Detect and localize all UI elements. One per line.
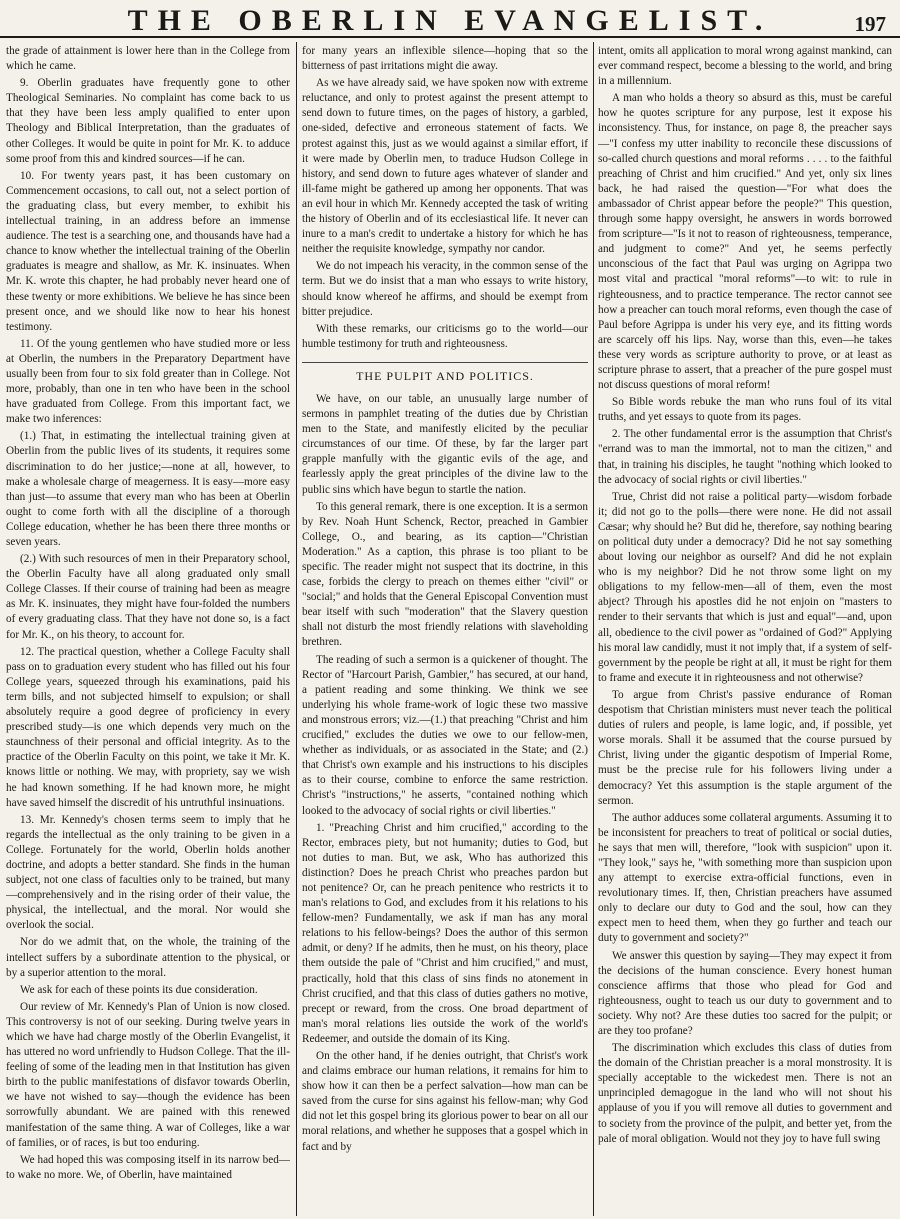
paragraph: 13. Mr. Kennedy's chosen terms seem to imply that he regards the intellectual as the only training to be given in a College. Fortunately for the world, Oberlin holds another doctrine, and adopts a better standard. She finds in the human subject, not one class of faculties only to be trained, but many—comprehensively and in the rising order of their value, the physical, the intellectual, and the moral. Nor would she overlook the social. [6, 813, 290, 932]
paragraph: We do not impeach his veracity, in the common sense of the term. But we do insist that a man who essays to write history, should know whereof he affirms, and should be exempt from bitter prejudice. [302, 260, 588, 318]
paragraph: 2. The other fundamental error is the assumption that Christ's "errand was to man the immortal, not to man the citizen," and that, in training his disciples, he taught "nothing which looked to the advocacy of social rights or civil liberties." [598, 428, 892, 486]
paragraph: We ask for each of these points its due consideration. [20, 983, 258, 996]
paragraph: We answer this question by saying—They may expect it from the decisions of the human conscience. Every honest human conscience affirms that those who plead for God and righteousness, ought to teach us our duty to government and to society. Why not? Are these duties too sacred for the pulpit; or are they too profane? [598, 949, 892, 1037]
paragraph: 11. Of the young gentlemen who have studied more or less at Oberlin, the numbers in the Preparatory Department have usually been from four to six fold greater than in College. Not more, probably, than one in ten who have been in the school have graduated from College. From this important fact, we make two inferences: [6, 337, 290, 426]
paragraph: Our review of Mr. Kennedy's Plan of Union is now closed. This controversy is not of our seeking. During twelve years in which we have had charge mostly of the Oberlin Evangelist, it has uttered no word unfriendly to Hudson College. That the ill-feeling of some of the leading men in that Institution has given birth to the public manifestations of disfavor towards Oberlin, we have not wished to say—though the evidence has been sorrowfully abundant. We are pained with this renewed manifestation of the same thing. A war of Colleges, like a war of families, or of races, is but too enduring. [6, 1000, 290, 1149]
paragraph: The reading of such a sermon is a quickener of thought. The Rector of "Harcourt Parish, Gambier," has secured, at our hand, a patient reading and some thinking. We think we see underlying his whole frame-work of logic these two massive and monstrous errors; viz.—(1.) that preaching "Christ and him crucified," excludes the duties we owe to our fellow-men, whether as individuals, or as associated in the State; and (2.) that Christ's own example and his instructions to his disciples as to their course, combine to enforce the same restriction. Christ's "instructions," he asserts, "contained nothing which looked to the advocacy of social rights or civil liberties." [302, 653, 588, 817]
paragraph: 9. Oberlin graduates have frequently gone to other Theological Seminaries. No complaint has come back to us that they have been less amply qualified to enter upon Theology and Biblical Interpretation, than the graduates of other Colleges. It would be quite in point for Mr. K. to adduce some proof from this and kindred sources—if he can. [6, 77, 290, 165]
paragraph: True, Christ did not raise a political party—wisdom forbade it; did not go to the polls—there were none. He did not assail Cæsar; why should he? But did he, therefore, say nothing bearing on political duty under a democracy? Did he not say something about loving our neighbor as ourself? And did he not explain who is my neighbor? Did he not throw some light on my obligations to my fellow-men—all of them, even the most abject? Through his apostles did he not enjoin on "masters to render to their servants that which is just and equal"—and, upon all, obedience to the civil power as "ordained of God?" Applying his moral law candidly, must it not imply that, if a system of self-government by the people be right at all, it must be right for them to frame and execute it in righteousness and not otherwise? [598, 490, 892, 684]
paragraph: We had hoped this was composing itself in its narrow bed—to wake no more. We, of Oberlin, have maintained [6, 1153, 290, 1181]
paragraph: On the other hand, if he denies outright, that Christ's work and claims embrace our human relations, it remains for him to show how it can then be a perfect salvation—how man can be saved from the curse for sins against his fellow-man; why God did not let this gospel bring its glorious power to bear on all our moral relations, and whether he supposes that a gospel which in fact and by [302, 1050, 588, 1153]
paragraph: So Bible words rebuke the man who runs foul of its vital truths, and yet essays to quote from its pages. [598, 396, 892, 424]
paragraph: The discrimination which excludes this class of duties from the domain of the Christian preacher is a moral monstrosity. It is specially acceptable to the wickedest men. There is not an unprincipled demagogue in the land who will not shout his applause of you if you will remove all duties to government and to society from the province of the pulpit, and better yet, from the pale of moral obligation. Would not they joy to have full swing [598, 1042, 892, 1145]
column-2 [302, 44, 588, 1214]
paragraph: intent, omits all application to moral wrong against mankind, can ever command respect, become a blessing to the world, and bring in a millennium. [598, 45, 892, 88]
paragraph: for many years an inflexible silence—hoping that so the bitterness of past irritations might die away. [302, 45, 588, 73]
paragraph: 10. For twenty years past, it has been customary on Commencement occasions, to call out, not a select portion of the graduating class, but every member, to exhibit his intellectual training, in an address before an immense audience. The test is a searching one, and thousands have had a chance to know whether the intellectual training of the Oberlin graduates is meagre and shallow, as Mr. K. insinuates. When Mr. K. wrote this chapter, he had probably never heard one of these twenty or more exhibitions. We believe he has since been present once, and we should like now to hear his honest testimony. [6, 169, 290, 333]
paragraph: Nor do we admit that, on the whole, the training of the intellect suffers by a subordinate attention to the physical, or by a superior attention to the moral. [6, 936, 290, 979]
column-3 [598, 44, 892, 1214]
paragraph: To this general remark, there is one exception. It is a sermon by Rev. Noah Hunt Schenck, Rector, preached in Gambier College, O., and bearing, as its caption—"Christian Moderation." As a caption, this phrase is too pliant to be specific. The reader might not suspect that its doctrine, in this case, forbids the clergy to preach on themes either "civil" or "social;" and holds that the General Episcopal Convention must bear itself with such "moderation" that the Slavery question shall not disturb the most friendly relations with slaveholding brethren. [302, 500, 588, 649]
paragraph: (1.) That, in estimating the intellectual training given at Oberlin from the public lives of its students, it requires some discrimination to do her justice;—none at all, however, to make a wholesale charge of meagerness. It is easy—more easy than just—to assume that every man who has been at Oberlin ought to come forth with all the discipline of a thorough College education, whether he has been there three months or seven years. [6, 430, 290, 548]
column-divider [593, 42, 594, 1216]
page-title: THE OBERLIN EVANGELIST. [127, 4, 773, 37]
paragraph: We have, on our table, an unusually large number of sermons in pamphlet treating of the duties due by Christian men to the State, and manifestly elicited by the peculiar circumstances of our time. Of these, by far the larger part grapple manfully with the gigantic evils of the age, and fearlessly apply the great principles of the divine law to the public sins which have begun to startle the nation. [302, 392, 588, 496]
paragraph: the grade of attainment is lower here than in the College from which he came. [6, 45, 290, 73]
paragraph: As we have already said, we have spoken now with extreme reluctance, and only to protest against the present attempt to send down to future times, on the pages of history, a garbled, one-sided, defective and erroneous statement of facts. We protest against this, just as we would against a similar effort, if it were made by Oberlin men, to traduce Hudson College in history, and send down to future ages whatever of slander and ill-fame might be gathered up among her opponents. That was an evil hour in which Mr. Kennedy accepted the task of writing the history of Oberlin and of its ecclesiastical life. It never can inure to a man's credit to undertake a history for which he has neither the requisite knowledge, sympathy nor candor. [302, 77, 588, 256]
paragraph: 1. "Preaching Christ and him crucified," according to the Rector, embraces piety, but not humanity; duties to God, but not duties to man. But, we ask, Who has authorized this distinction? Does he preach Christ who preaches pardon but not penitence? Or, can he preach penitence who restricts it to man's relations to God, and excludes from it his relations to his fellow-men? Fundamentally, we ask if man has any moral relations to his fellow-beings? Does the author of this sermon admit, or deny? If he admits, then he must, on his theory, place them outside the pale of "Christ and him crucified," and must, practically, hold that this class of sins finds no atonement in Christ crucified, and that this class of duties gathers no motive, precept or reward, from the cross. One broad department of man's moral relations lies outside the work of the world's Redeemer, and outside the domain of its King. [302, 821, 588, 1045]
paragraph: 12. The practical question, whether a College Faculty shall pass on to graduation every student who has filled out his four College years, squeezed through his examinations, paid his term bills, and not subjected himself to expulsion; or shall absolutely require a good degree of proficiency in every prescribed study—is one which depends very much on the staunchness of their personal and official integrity. As to the practice of the Oberlin Faculty on this point, we take it Mr. K. knows little or nothing. We may, with propriety, say we wish he had known something. If he had known more, he might have saved himself the discredit of his untruthful insinuations. [6, 645, 290, 809]
paragraph: A man who holds a theory so absurd as this, must be careful how he quotes scripture for any purpose, lest it expose his inconsistency. Thus, for instance, on page 8, the preacher says—"I confess my utter inability to reconcile these discussions of so-called church questions and moral reforms . . . . to the faithful preaching of Christ and him crucified." And yet, only six lines back, he had raised the question—"For what does the ambassador of Christ appear before the people?" This question, through some happy oversight, he answers in words borrowed from scripture—"Is it not to reason of righteousness, temperance, and judgment to come?" And yet, he seems perfectly unconscious of the fact that Paul was urging on Agrippa two most vital and practical "moral reforms"—to wit: to rule in righteousness, and to practice temperance. The rector cannot see how a preacher can touch moral reforms, even though the case of Paul before Agrippa is under his very eye, and its fitting words are scarcely off his lips. Nay, worse than this, even—he takes these very words as scripture authority to prove, or at least as scripture phrase to assert, that a preacher of the pure gospel must not discuss questions of moral reform! [598, 92, 892, 392]
paragraph: (2.) With such resources of men in their Preparatory school, the Oberlin Faculty have all along graduated only small College Classes. If their course of training had been as meagre as Mr. K. insinuates, they might have four-folded the numbers of every graduating class. That they have not done so, is a fact for Mr. K., on his theory, to account for. [6, 553, 290, 641]
paragraph: To argue from Christ's passive endurance of Roman despotism that Christian ministers must never teach the political duties of rulers and people, is lame logic, and, if possible, yet worse morals. Shall it be assumed that the course pursued by Christ, living under the gigantic despotism of Imperial Rome, must be the precise rule for his followers living under a democracy? Yet this assumption is the staple argument of the sermon. [598, 688, 892, 807]
section-heading: THE PULPIT AND POLITICS. [302, 362, 588, 384]
column-divider [296, 42, 297, 1216]
paragraph: With these remarks, our criticisms go to the world—our humble testimony for truth and righteousness. [302, 322, 588, 350]
masthead [0, 0, 900, 38]
column-1 [6, 44, 290, 1214]
paragraph: The author adduces some collateral arguments. Assuming it to be inconsistent for preachers to treat of political or social duties, he says that men will, therefore, "look with suspicion" upon it. "They look," says he, "with something more than suspicion upon any attempt to exercise extra-official functions, even in revolutionary times. If, then, Christian preachers have assumed only to declare our duty to God and the soul, how can they expect men to heed them, when they go further and teach our duty to government and society?" [598, 811, 892, 945]
page-number: 197 [854, 12, 886, 36]
